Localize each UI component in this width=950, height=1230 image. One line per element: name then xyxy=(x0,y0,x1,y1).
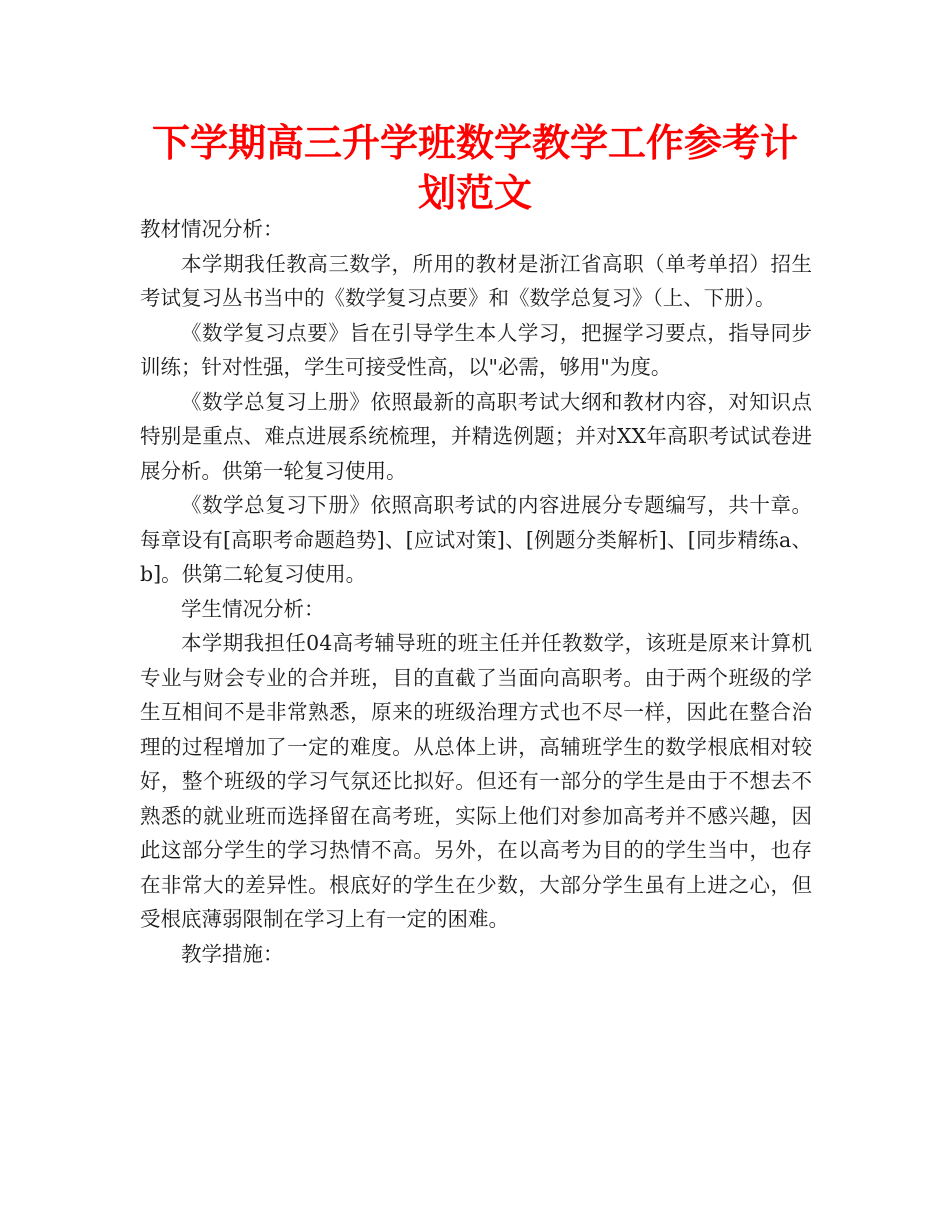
paragraph-textbook-heading: 教材情况分析： xyxy=(140,217,284,241)
paragraph-textbook-intro: 本学期我任教高三数学，所用的教材是浙江省高职（单考单招）招生考试复习丛书当中的《数学复习点要》和《数学总复习》（上、下册）。 xyxy=(140,251,812,310)
paragraph-teaching-measures-heading: 教学措施： xyxy=(181,941,284,966)
document-body xyxy=(140,212,812,971)
paragraph-student-analysis: 本学期我担任04高考辅导班的班主任并任教数学，该班是原来计算机专业与财会专业的合并班，目的直截了当面向高职考。由于两个班级的学生互相间不是非常熟悉，原来的班级治理方式也不尽一样，因此在整合治理的过程增加了一定的难度。从总体上讲，高辅班学生的数学根底相对较好，整个班级的学习气氛还比拟好。但还有一部分的学生是由于不想去不熟悉的就业班而选择留在高考班，实际上他们对参加高考并不感兴趣，因此这部分学生的学习热情不高。另外，在以高考为目的的学生当中，也存在非常大的差异性。根底好的学生在少数，大部分学生虽有上进之心，但受根底薄弱限制在学习上有一定的困难。 xyxy=(140,631,812,931)
paragraph-student-heading: 学生情况分析： xyxy=(181,596,325,621)
paragraph-review-volume-2: 《数学总复习下册》依照高职考试的内容进展分专题编写，共十章。每章设有[高职考命题趋势]、[应试对策]、[例题分类解析]、[同步精练a、b]。供第二轮复习使用。 xyxy=(140,493,812,586)
paragraph-review-points: 《数学复习点要》旨在引导学生本人学习，把握学习要点，指导同步训练；针对性强，学生可接受性高，以"必需，够用"为度。 xyxy=(140,320,812,379)
paragraph-review-volume-1: 《数学总复习上册》依照最新的高职考试大纲和教材内容，对知识点特别是重点、难点进展系统梳理，并精选例题；并对XX年高职考试试卷进展分析。供第一轮复习使用。 xyxy=(140,389,812,483)
document-title: 下学期高三升学班数学教学工作参考计划范文 xyxy=(151,121,798,215)
